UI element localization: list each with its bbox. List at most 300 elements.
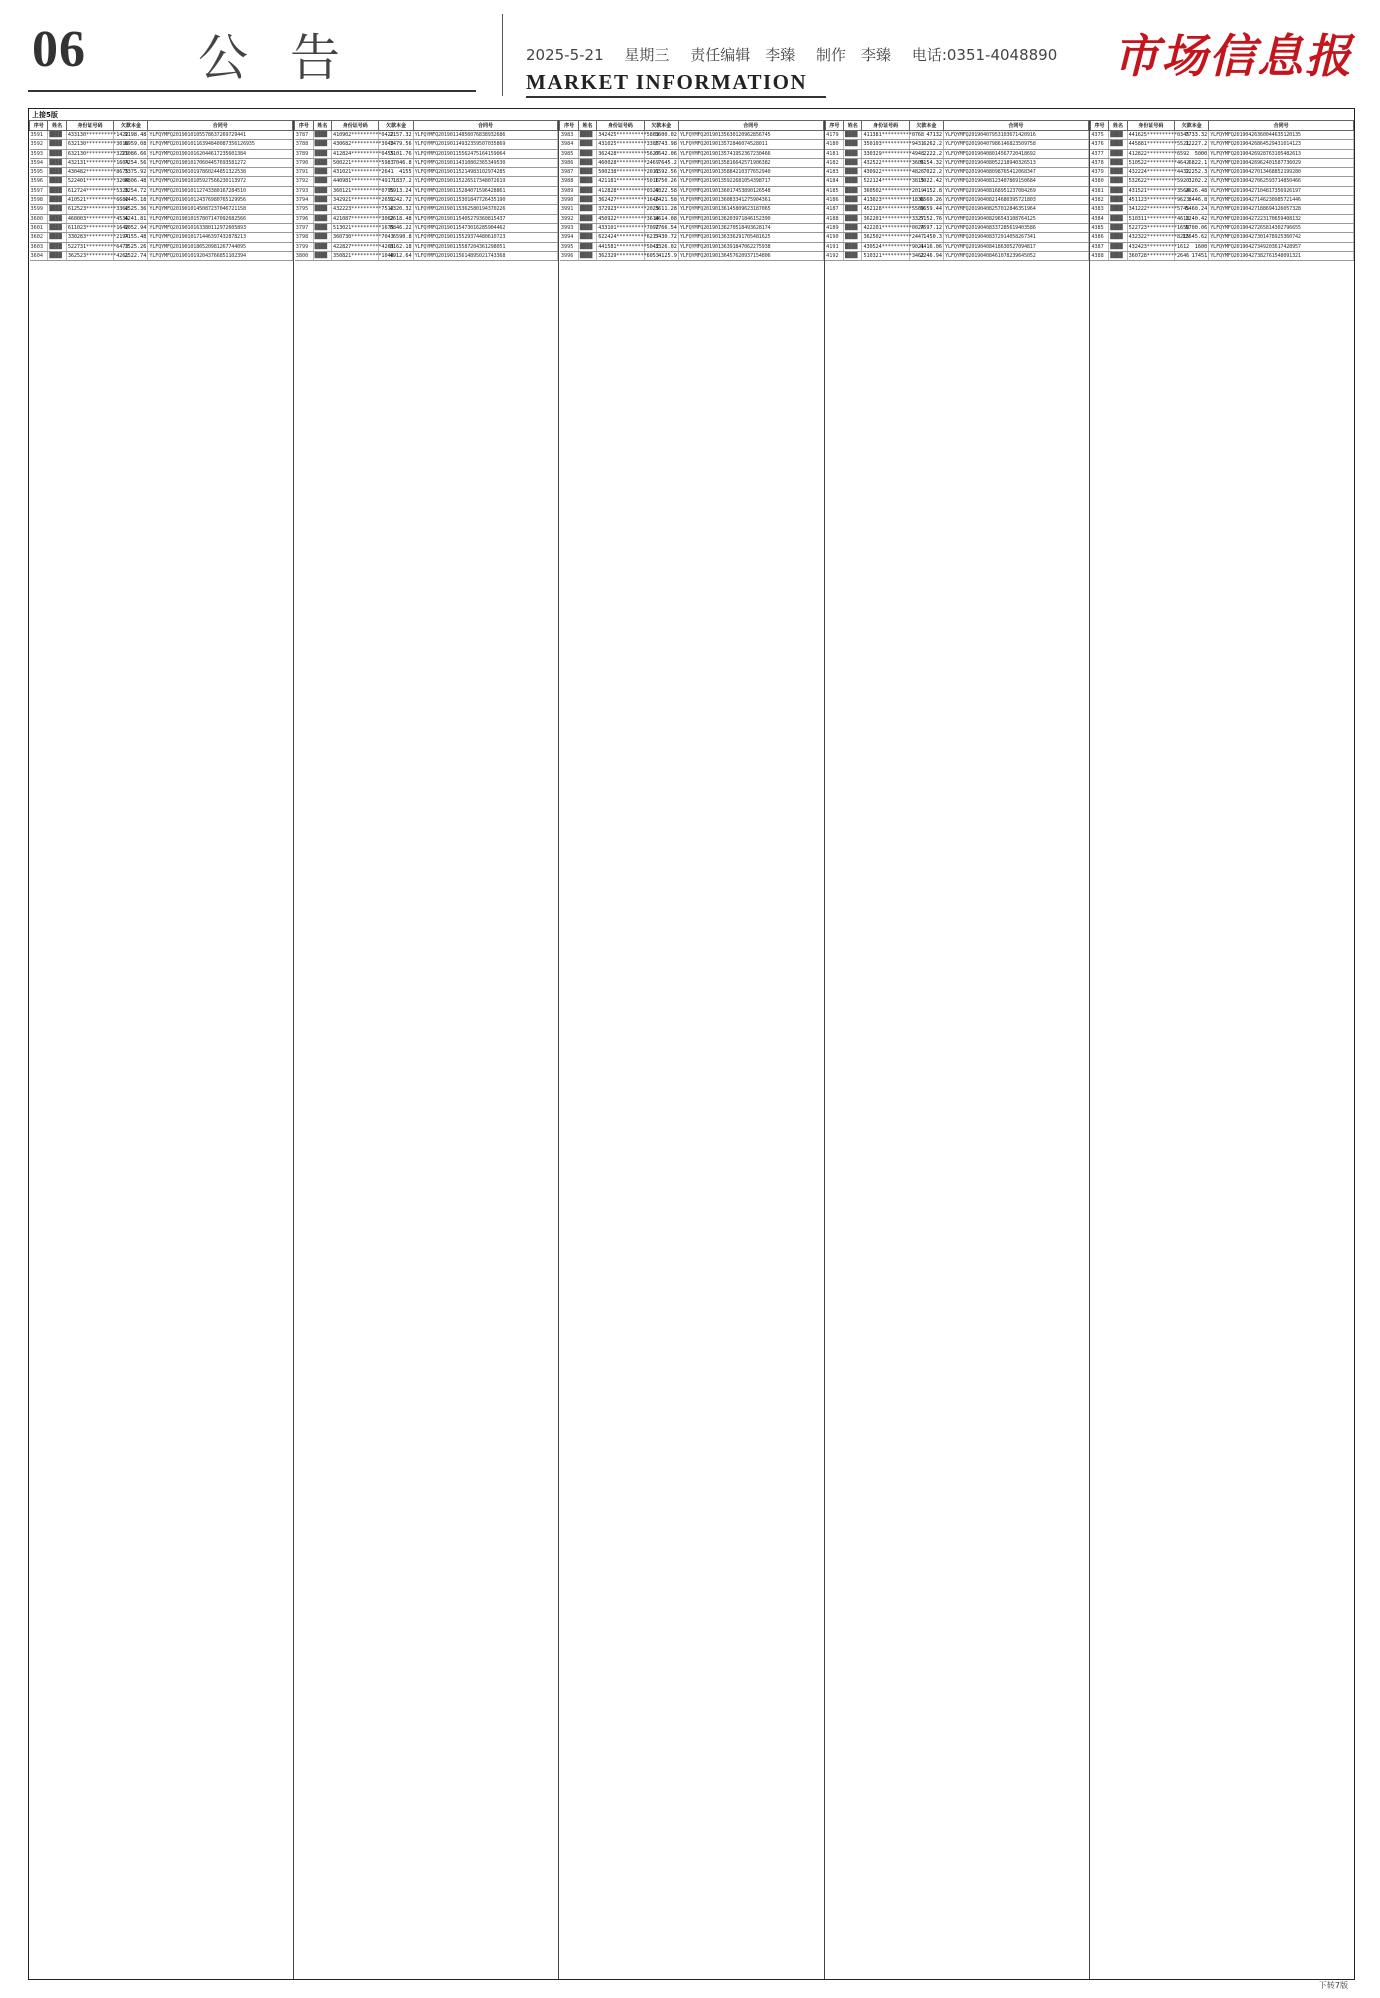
table-cell: 3996 — [560, 251, 578, 260]
table-cell: 4184 — [825, 177, 843, 186]
table-cell: 5430.72 — [644, 233, 678, 242]
table-cell: 9242.72 — [379, 196, 413, 205]
table-cell: ████ — [844, 158, 862, 167]
table-cell: 3591 — [30, 131, 48, 140]
table-cell: YLFQYMFQ20190136391847062275938 — [678, 242, 823, 251]
table-cell: YLFQYMFQ20190408337285619403586 — [944, 223, 1089, 232]
table-row — [295, 177, 558, 186]
table-cell: YLFQYMFQ20190136203971846152390 — [678, 214, 823, 223]
table-cell: 450922**********3614 — [598, 215, 659, 222]
table-cell: ████ — [844, 223, 862, 232]
table-cell: ████ — [578, 158, 596, 167]
table-cell: YLFQYMFQ20190114310802365349530 — [413, 158, 558, 167]
table-row — [295, 158, 558, 167]
table-cell: ████ — [313, 214, 331, 223]
table-cell: 362502**********2447 — [863, 234, 924, 241]
table-cell: ████ — [844, 140, 862, 149]
table-cell: ████ — [844, 214, 862, 223]
notice-column-block — [29, 120, 294, 1979]
table-cell: 6560.26 — [909, 196, 943, 205]
table-row — [825, 205, 1088, 214]
table-row — [295, 131, 558, 140]
table-cell: 4386 — [1090, 233, 1108, 242]
table-cell: ████ — [313, 158, 331, 167]
table-cell: ████ — [48, 214, 66, 223]
table-cell: ████ — [48, 205, 66, 214]
table-cell: 441625**********0345 — [1128, 132, 1190, 138]
table-cell: 12227.2 — [1175, 140, 1209, 149]
column-header: 合同号 — [148, 121, 293, 131]
table-cell: YLFQYMFQ2019010105927566230113972 — [148, 177, 293, 186]
table-cell: 362201**********3327 — [863, 215, 924, 222]
column-header: 合同号 — [944, 121, 1089, 131]
column-header: 合同号 — [413, 121, 558, 131]
table-cell: 4190 — [825, 233, 843, 242]
continued-caption: 上接5版 — [32, 111, 58, 119]
table-cell: 4192 — [825, 251, 843, 260]
table-cell: YLFQYMFQ20190408296543108764125 — [944, 214, 1089, 223]
table-cell: 410521**********6682 — [67, 197, 129, 204]
table-cell: 3604 — [30, 251, 48, 260]
column-header: 序号 — [825, 121, 843, 131]
table-row — [1090, 251, 1353, 260]
table-cell: 422827**********4263 — [333, 243, 394, 250]
table-cell: 3993 — [560, 223, 578, 232]
section-english: MARKET INFORMATION — [526, 70, 808, 94]
notice-table — [29, 120, 293, 261]
table-cell: 3995 — [560, 242, 578, 251]
table-cell: 3594 — [30, 158, 48, 167]
table-cell: ████ — [313, 149, 331, 158]
table-cell: YLFQYMFQ20190135922681054398717 — [678, 177, 823, 186]
table-cell: YLFQYMFQ20190426962401587736029 — [1209, 158, 1354, 167]
table-row — [30, 251, 293, 260]
table-cell: 362523**********4261 — [67, 252, 129, 259]
table-cell: 632130**********3225 — [67, 150, 129, 157]
table-cell: YLFQYMFQ2019010170604457693581272 — [148, 158, 293, 167]
table-cell: 9659.44 — [909, 205, 943, 214]
table-cell: 3596 — [30, 177, 48, 186]
table-cell: YLFQYMFQ20190115587204361298051 — [413, 242, 558, 251]
column-header: 姓名 — [1109, 121, 1127, 131]
table-cell: 3593 — [30, 149, 48, 158]
table-cell: 350821**********1048 — [333, 252, 394, 259]
table-cell: YLFQYMFQ20190408418630527094817 — [944, 242, 1089, 251]
table-cell: 8846.22 — [379, 223, 413, 232]
table-cell: 5152.76 — [909, 214, 943, 223]
table-cell: 413023**********1836 — [863, 197, 924, 204]
table-row — [295, 223, 558, 232]
table-cell: YLFQYMFQ20190427188694126057328 — [1209, 205, 1354, 214]
table-cell: YLFQYMFQ20190408372914058267341 — [944, 233, 1089, 242]
issue-meta — [526, 44, 1067, 65]
table-cell: YLFQYMFQ2019010145087237046721158 — [148, 205, 293, 214]
header-divider — [502, 14, 503, 96]
table-cell: 4191 — [825, 242, 843, 251]
table-cell: 4380 — [1090, 177, 1108, 186]
table-cell: 431025**********3305 — [598, 141, 659, 148]
table-row — [560, 186, 823, 195]
table-cell: 5700.06 — [1175, 223, 1209, 232]
table-cell: 6822.1 — [1175, 158, 1209, 167]
table-cell: YLFQYMFQ20190115226517348072619 — [413, 177, 558, 186]
table-cell: YLFQYMFQ20190115214983102974285 — [413, 168, 558, 177]
table-cell: 410902**********0422 — [333, 132, 394, 138]
table-row — [30, 233, 293, 242]
table-cell: ████ — [844, 186, 862, 195]
table-cell: ████ — [48, 186, 66, 195]
table-row — [825, 223, 1088, 232]
table-cell: 4182 — [825, 158, 843, 167]
table-cell: YLFQYMFQ20190427265814302796655 — [1209, 223, 1354, 232]
table-cell: 3598 — [30, 196, 48, 205]
table-cell: 5600.02 — [644, 131, 678, 140]
column-header: 身份证号码 — [862, 121, 909, 131]
table-cell: 3983 — [560, 131, 578, 140]
table-cell: 441581**********5042 — [598, 243, 659, 250]
table-cell: ████ — [1109, 177, 1127, 186]
table-cell: 1450.3 — [909, 233, 943, 242]
table-cell: 532622**********5920 — [1128, 178, 1190, 185]
table-cell: YLFQYMFQ20190427104817356926197 — [1209, 186, 1354, 195]
table-cell: 4416.06 — [909, 242, 943, 251]
table-cell: YLFQYMFQ20190408461078239645052 — [944, 251, 1089, 260]
section-title: 公告 — [198, 29, 382, 87]
table-cell: ████ — [1109, 242, 1127, 251]
column-header: 欠款本金 — [379, 121, 413, 131]
table-cell: 4375 — [1090, 131, 1108, 140]
table-cell: 432423**********1612 — [1128, 243, 1190, 250]
column-header: 身份证号码 — [66, 121, 113, 131]
table-row — [825, 131, 1088, 140]
table-cell: ████ — [48, 149, 66, 158]
table-row — [1090, 186, 1353, 195]
table-cell: 412822**********6592 — [1128, 150, 1190, 157]
table-row — [1090, 140, 1353, 149]
table-cell: 7254.56 — [114, 158, 148, 167]
table-cell: ████ — [578, 177, 596, 186]
column-header: 姓名 — [48, 121, 66, 131]
table-cell: ████ — [48, 242, 66, 251]
table-row — [30, 214, 293, 223]
table-cell: YLFQYMFQ20190427382761548091321 — [1209, 251, 1354, 260]
table-cell: YLFQYMFQ20190427062593714850466 — [1209, 177, 1354, 186]
table-row — [1090, 168, 1353, 177]
table-cell: ████ — [1109, 140, 1127, 149]
table-cell: 3990 — [560, 196, 578, 205]
table-cell: 1600 — [1175, 242, 1209, 251]
table-cell: ████ — [578, 214, 596, 223]
table-cell: 4186 — [825, 196, 843, 205]
table-cell: 342921**********2651 — [333, 197, 394, 204]
table-row — [30, 186, 293, 195]
table-cell: 2626.48 — [1175, 186, 1209, 195]
table-cell: 6642.06 — [644, 149, 678, 158]
table-cell: 1750.26 — [644, 177, 678, 186]
table-row — [825, 242, 1088, 251]
table-cell: 4155 — [379, 168, 413, 177]
table-cell: ████ — [1109, 158, 1127, 167]
table-cell: YLFQYMFQ20190136145809623187065 — [678, 205, 823, 214]
table-row — [30, 242, 293, 251]
table-cell: YLFQYMFQ2019010171446397432878213 — [148, 233, 293, 242]
table-cell: ████ — [313, 223, 331, 232]
table-cell: 360728**********2646 — [1128, 252, 1190, 259]
table-cell: 510311**********4618 — [1128, 215, 1190, 222]
table-cell: 433130**********1422 — [67, 132, 129, 138]
table-cell: 330283**********2194 — [67, 234, 129, 241]
table-row — [825, 186, 1088, 195]
table-cell: YLFQYMFQ20190408123407869150684 — [944, 177, 1089, 186]
table-cell: ████ — [48, 158, 66, 167]
table-cell: YLFQYMFQ2019010105578637269729441 — [148, 131, 293, 140]
table-cell: YLFQYMFQ20190408052218940326513 — [944, 158, 1089, 167]
table-cell: 3800 — [295, 251, 313, 260]
column-header: 欠款本金 — [909, 121, 943, 131]
table-row — [295, 214, 558, 223]
table-cell: 433101**********7092 — [598, 224, 659, 231]
notice-column-block — [825, 120, 1090, 1979]
table-cell: YLFQYMFQ20190408168951237084269 — [944, 186, 1089, 195]
english-rule — [526, 96, 826, 98]
table-cell: ████ — [844, 242, 862, 251]
table-cell: 11086.66 — [114, 149, 148, 158]
table-row — [560, 205, 823, 214]
table-cell: YLFQYMFQ20190427301478925360742 — [1209, 233, 1354, 242]
table-cell: 12645.62 — [1175, 233, 1209, 242]
table-cell: 5913.24 — [379, 186, 413, 195]
table-cell: 4525.36 — [114, 205, 148, 214]
issue-editor: 责任编辑 李臻 — [690, 46, 796, 64]
table-cell: 3789 — [295, 149, 313, 158]
table-cell: ████ — [313, 140, 331, 149]
table-cell: ████ — [1109, 214, 1127, 223]
table-cell: ████ — [313, 186, 331, 195]
table-row — [295, 205, 558, 214]
table-cell: YLFQYMFQ2019010162044617235601384 — [148, 149, 293, 158]
column-header: 身份证号码 — [332, 121, 379, 131]
table-cell: 7645.2 — [644, 158, 678, 167]
column-header: 序号 — [30, 121, 48, 131]
table-cell: 4388 — [1090, 251, 1108, 260]
table-cell: 3202.2 — [1175, 177, 1209, 186]
table-cell: ████ — [313, 177, 331, 186]
table-cell: YLFQYMFQ20190115362580194370226 — [413, 205, 558, 214]
table-header-row — [1090, 121, 1353, 131]
table-row — [560, 251, 823, 260]
column-header: 欠款本金 — [644, 121, 678, 131]
table-cell: 432522**********3605 — [863, 159, 924, 166]
table-cell: 341222**********5745 — [1128, 206, 1190, 213]
table-header-row — [295, 121, 558, 131]
table-cell: YLFQYMFQ20190408214680395721803 — [944, 196, 1089, 205]
table-cell: ████ — [578, 140, 596, 149]
table-cell: 4189 — [825, 223, 843, 232]
table-cell: ████ — [578, 233, 596, 242]
table-cell: 3592 — [30, 140, 48, 149]
table-cell: YLFQYMFQ2019010163380112972605893 — [148, 223, 293, 232]
table-cell: 2618.48 — [379, 214, 413, 223]
table-cell: YLFQYMFQ20190115301847726435190 — [413, 196, 558, 205]
table-cell: ████ — [313, 242, 331, 251]
table-cell: 4381 — [1090, 186, 1108, 195]
table-cell: 3022.42 — [909, 177, 943, 186]
table-cell: 4152.8 — [909, 186, 943, 195]
table-row — [825, 233, 1088, 242]
table-cell: YLFQYMFQ2019010116394840087356126935 — [148, 140, 293, 149]
table-cell: 7733.32 — [1175, 131, 1209, 140]
table-cell: 3254.72 — [114, 186, 148, 195]
table-cell: 612724**********5320 — [67, 187, 129, 194]
table-cell: 4180 — [825, 140, 843, 149]
notice-table — [559, 120, 823, 261]
table-cell: YLFQYMFQ20190136083341275904361 — [678, 196, 823, 205]
table-cell: 3794 — [295, 196, 313, 205]
table-cell: 342425**********5863 — [598, 132, 659, 138]
table-cell: 4376 — [1090, 140, 1108, 149]
table-row — [30, 196, 293, 205]
table-cell: ████ — [313, 251, 331, 260]
table-cell: 4320.32 — [379, 205, 413, 214]
table-cell: YLFQYMFQ20190115405279360815437 — [413, 214, 558, 223]
table-row — [560, 177, 823, 186]
table-cell: 4378 — [1090, 158, 1108, 167]
table-cell: YLFQYMFQ20190407986146823509758 — [944, 140, 1089, 149]
column-header: 身份证号码 — [1127, 121, 1174, 131]
table-cell: 3602 — [30, 233, 48, 242]
table-cell: ████ — [844, 196, 862, 205]
table-cell: 430922**********4826 — [863, 169, 924, 176]
notice-table — [1090, 120, 1354, 261]
table-cell: 9154.32 — [909, 158, 943, 167]
notice-table — [294, 120, 558, 261]
column-header: 序号 — [295, 121, 313, 131]
table-cell: 432224**********4432 — [1128, 169, 1190, 176]
table-cell: 430682**********3042 — [333, 141, 394, 148]
table-cell: 2522.74 — [114, 251, 148, 260]
notice-column-block — [1090, 120, 1354, 1979]
table-row — [825, 177, 1088, 186]
table-cell: 8806.48 — [114, 177, 148, 186]
table-cell: 3375.92 — [114, 168, 148, 177]
column-header: 姓名 — [578, 121, 596, 131]
notice-columns — [29, 120, 1354, 1979]
column-header: 序号 — [560, 121, 578, 131]
masthead — [28, 14, 1353, 98]
table-row — [295, 242, 558, 251]
table-cell: 3797 — [295, 223, 313, 232]
table-cell: 3988 — [560, 177, 578, 186]
table-cell: YLFQYMFQ20190114932359507035869 — [413, 140, 558, 149]
table-cell: ████ — [844, 205, 862, 214]
table-cell: ████ — [578, 196, 596, 205]
table-cell: 5000 — [1175, 149, 1209, 158]
table-cell: YLFQYMFQ20190135630120962856745 — [678, 131, 823, 140]
table-cell: 3599 — [30, 205, 48, 214]
table-cell: ████ — [313, 205, 331, 214]
table-cell: YLFQYMFQ2019010112743380167284510 — [148, 186, 293, 195]
table-cell: 362428**********5627 — [598, 150, 659, 157]
table-cell: 431021**********2641 — [333, 169, 394, 176]
table-cell: 510522**********4642 — [1128, 159, 1190, 166]
table-cell: ████ — [1109, 149, 1127, 158]
table-cell: 3595 — [30, 168, 48, 177]
table-cell: ████ — [578, 186, 596, 195]
continued-footer: 下转7版 — [1318, 1981, 1348, 1990]
table-cell: ████ — [844, 233, 862, 242]
table-row — [30, 177, 293, 186]
table-row — [1090, 223, 1353, 232]
table-cell: 3788 — [295, 140, 313, 149]
table-cell: ████ — [1109, 233, 1127, 242]
table-cell: 432131**********1604 — [67, 159, 129, 166]
column-header: 身份证号码 — [597, 121, 644, 131]
table-cell: YLFQYMFQ20190115473016285904462 — [413, 223, 558, 232]
table-cell: 500221**********5983 — [333, 159, 394, 166]
page-number: 06 — [32, 21, 86, 78]
table-cell: 9198.48 — [114, 131, 148, 140]
table-cell: ████ — [48, 177, 66, 186]
table-row — [1090, 131, 1353, 140]
table-row — [30, 140, 293, 149]
table-cell: ████ — [578, 131, 596, 140]
table-cell: 6262.2 — [909, 140, 943, 149]
table-cell: ████ — [1109, 251, 1127, 260]
table-cell: 7022.2 — [909, 168, 943, 177]
table-cell: 5460.24 — [1175, 205, 1209, 214]
table-cell: ████ — [844, 168, 862, 177]
column-header: 姓名 — [844, 121, 862, 131]
table-cell: YLFQYMFQ20190114856076838932686 — [413, 131, 558, 140]
table-cell: 1240.42 — [1175, 214, 1209, 223]
table-row — [560, 196, 823, 205]
table-cell: YLFQYMFQ20190427349203617428957 — [1209, 242, 1354, 251]
table-header-row — [825, 121, 1088, 131]
table-row — [1090, 158, 1353, 167]
table-cell: 3597 — [30, 186, 48, 195]
table-row — [30, 168, 293, 177]
table-cell: YLFQYMFQ2019010157807147092682566 — [148, 214, 293, 223]
column-header: 合同号 — [1209, 121, 1354, 131]
table-cell: 3600 — [30, 214, 48, 223]
table-cell: YLFQYMFQ20190115284071596428861 — [413, 186, 558, 195]
table-cell: ████ — [578, 149, 596, 158]
table-cell: 4125.9 — [644, 251, 678, 260]
table-row — [560, 223, 823, 232]
table-row — [1090, 177, 1353, 186]
table-cell: 4187 — [825, 205, 843, 214]
table-cell: YLFQYMFQ2019013572846074528011 — [678, 140, 823, 149]
table-cell: 1837.2 — [379, 177, 413, 186]
table-cell: 421181**********5016 — [598, 178, 659, 185]
issue-weekday: 星期三 — [624, 46, 670, 64]
table-cell: ████ — [844, 149, 862, 158]
table-row — [825, 168, 1088, 177]
table-cell: 2743.98 — [644, 140, 678, 149]
table-row — [560, 158, 823, 167]
table-cell: 350103**********9431 — [863, 141, 924, 148]
table-cell: 372923**********2025 — [598, 206, 659, 213]
table-cell: 3101.76 — [379, 149, 413, 158]
table-cell: 3991 — [560, 205, 578, 214]
table-cell: 3987 — [560, 168, 578, 177]
table-row — [1090, 214, 1353, 223]
table-cell: 3787 — [295, 131, 313, 140]
table-row — [30, 205, 293, 214]
table-cell: 522723**********1658 — [1128, 224, 1190, 231]
table-cell: YLFQYMFQ2019010124376980765129956 — [148, 196, 293, 205]
table-header-row — [560, 121, 823, 131]
